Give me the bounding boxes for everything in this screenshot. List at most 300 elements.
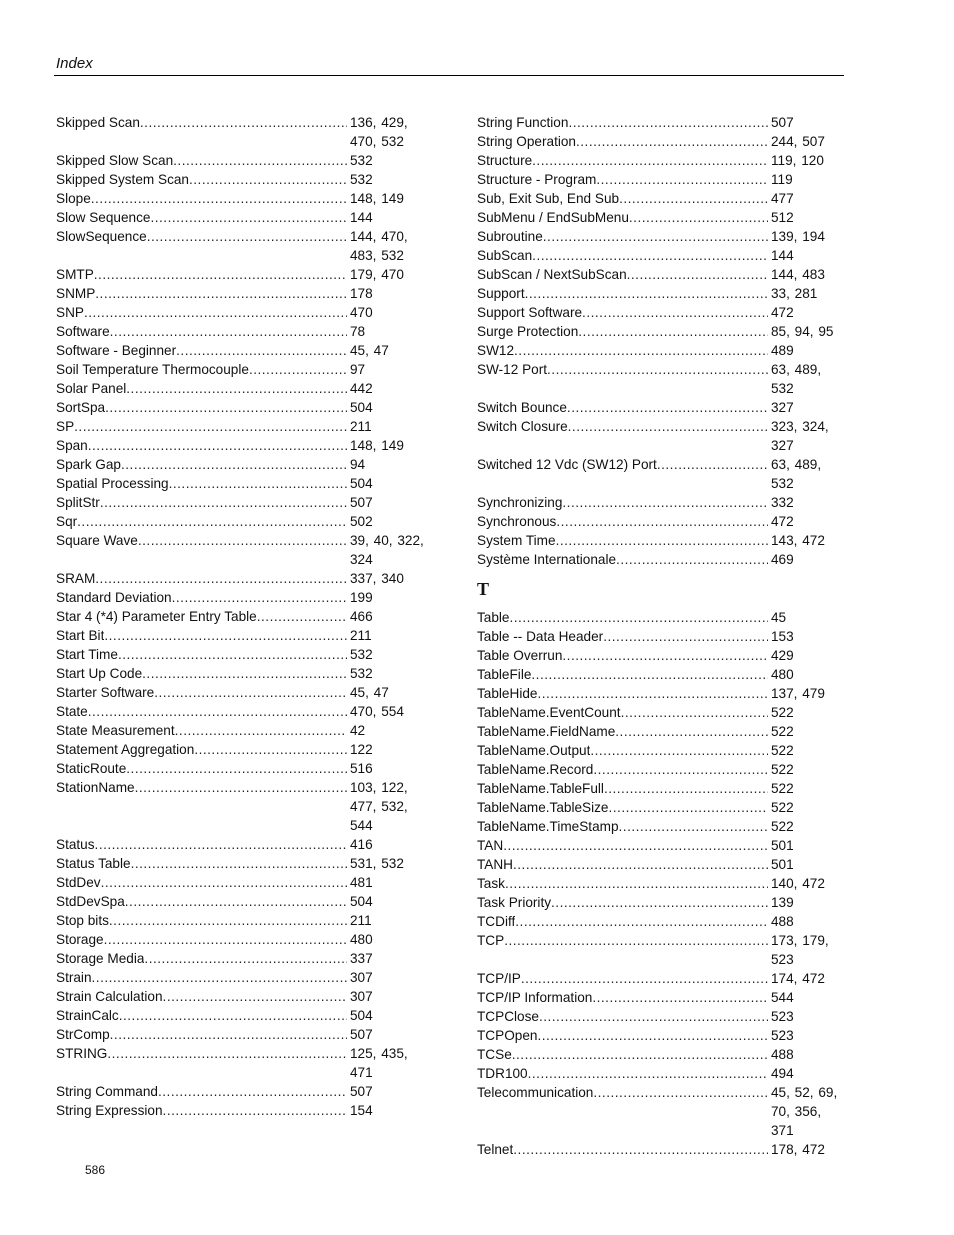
dot-leader: [95, 835, 347, 854]
dot-leader: [567, 398, 768, 417]
index-page-refs: 472: [771, 305, 794, 320]
index-term: TableName.FieldName: [477, 724, 616, 739]
index-page-refs: 522: [771, 762, 794, 777]
dot-leader: [163, 987, 347, 1006]
index-term: Skipped Slow Scan: [56, 153, 174, 168]
index-page-refs: 470, 554: [350, 704, 404, 719]
index-page-refs: 122: [350, 742, 373, 757]
index-page-refs: 144: [350, 210, 373, 225]
index-term: Storage: [56, 932, 104, 947]
index-entry: [477, 760, 847, 779]
dot-leader: [249, 360, 347, 379]
dot-leader: [105, 398, 347, 417]
index-entry: [477, 322, 847, 341]
index-page-refs: 507: [350, 1027, 373, 1042]
index-term: SubMenu / EndSubMenu: [477, 210, 629, 225]
index-page-refs: 323, 324, 327: [771, 419, 829, 453]
index-term: Switch Bounce: [477, 400, 567, 415]
index-term: Table: [477, 610, 510, 625]
index-page-refs: 522: [771, 743, 794, 758]
index-term: TCPOpen: [477, 1028, 538, 1043]
index-term: Software - Beginner: [56, 343, 177, 358]
index-page-refs: 85, 94, 95: [771, 324, 834, 339]
index-term: TCP/IP Information: [477, 990, 593, 1005]
index-term: SRAM: [56, 571, 96, 586]
index-page-refs: 337: [350, 951, 373, 966]
index-term: Support Software: [477, 305, 583, 320]
index-term: Sqr: [56, 514, 78, 529]
index-entry: [477, 1140, 847, 1159]
index-term: Span: [56, 438, 88, 453]
dot-leader: [125, 892, 347, 911]
dot-leader: [135, 778, 347, 797]
index-term: Statement Aggregation: [56, 742, 195, 757]
index-page-refs: 174, 472: [771, 971, 825, 986]
dot-leader: [616, 550, 768, 569]
index-entry: [477, 360, 847, 398]
dot-leader: [110, 322, 347, 341]
index-entry: [56, 208, 426, 227]
index-term: Start Up Code: [56, 666, 143, 681]
index-term: SW-12 Port: [477, 362, 548, 377]
index-entry: [56, 512, 426, 531]
dot-leader: [537, 684, 768, 703]
dot-leader: [100, 493, 347, 512]
index-entry: [477, 493, 847, 512]
dot-leader: [568, 417, 768, 436]
index-entry: [56, 151, 426, 170]
index-term: Slow Sequence: [56, 210, 151, 225]
index-term: Système Internationale: [477, 552, 617, 567]
index-term: TableFile: [477, 667, 532, 682]
index-page-refs: 477: [771, 191, 794, 206]
index-term: StrainCalc: [56, 1008, 119, 1023]
index-section-letter-t: T: [477, 579, 490, 599]
dot-leader: [154, 683, 347, 702]
index-page-refs: 119: [771, 172, 793, 187]
index-entry: [56, 360, 426, 379]
index-page-refs: 502: [350, 514, 373, 529]
index-entry: [477, 722, 847, 741]
index-page-refs: 504: [350, 894, 373, 909]
index-term: TableName.EventCount: [477, 705, 621, 720]
index-entry: [56, 1082, 426, 1101]
dot-leader: [592, 988, 768, 1007]
index-column-left: [56, 113, 426, 1120]
dot-leader: [604, 779, 768, 798]
index-term: STRING: [56, 1046, 108, 1061]
index-entry: [477, 1007, 847, 1026]
index-entry: [56, 303, 426, 322]
index-page-refs: 489: [771, 343, 794, 358]
index-entry: [477, 893, 847, 912]
index-term: State: [56, 704, 88, 719]
index-entry: [477, 741, 847, 760]
index-entry: [477, 284, 847, 303]
index-page-refs: 416: [350, 837, 373, 852]
dot-leader: [107, 1044, 347, 1063]
dot-leader: [92, 968, 347, 987]
index-page-refs: 63, 489, 532: [771, 457, 822, 491]
index-page-refs: 332: [771, 495, 794, 510]
dot-leader: [95, 569, 347, 588]
dot-leader: [150, 208, 347, 227]
index-entry: [56, 284, 426, 303]
dot-leader: [512, 1045, 768, 1064]
index-page-refs: 144: [771, 248, 794, 263]
dot-leader: [514, 341, 768, 360]
index-entry: [56, 417, 426, 436]
dot-leader: [576, 132, 768, 151]
index-entry: [56, 721, 426, 740]
dot-leader: [513, 1140, 768, 1159]
index-page-refs: 173, 179, 523: [771, 933, 829, 967]
index-entry: [56, 170, 426, 189]
index-term: TableName.TableFull: [477, 781, 604, 796]
dot-leader: [532, 151, 768, 170]
dot-leader: [147, 227, 347, 246]
index-entry: [477, 265, 847, 284]
dot-leader: [596, 170, 768, 189]
index-term: Structure - Program: [477, 172, 597, 187]
index-entry: [56, 949, 426, 968]
dot-leader: [176, 341, 347, 360]
index-term: Standard Deviation: [56, 590, 172, 605]
dot-leader: [163, 1101, 347, 1120]
index-page-refs: 504: [350, 1008, 373, 1023]
index-term: Sub, Exit Sub, End Sub: [477, 191, 620, 206]
index-page-refs: 480: [350, 932, 373, 947]
index-page-refs: 507: [771, 115, 794, 130]
index-column-right: [477, 113, 847, 1159]
index-entry: [477, 836, 847, 855]
dot-leader: [109, 911, 347, 930]
index-term: StationName: [56, 780, 135, 795]
index-section-s-continued: [477, 113, 847, 569]
index-page-refs: 125, 435, 471: [350, 1046, 408, 1080]
index-entry: [477, 931, 847, 969]
index-entry: [56, 436, 426, 455]
dot-leader: [144, 949, 347, 968]
index-page-refs: 78: [350, 324, 366, 339]
index-term: Support: [477, 286, 525, 301]
index-entry: [477, 684, 847, 703]
index-page-refs: 307: [350, 989, 373, 1004]
dot-leader: [619, 189, 768, 208]
index-term: Strain Calculation: [56, 989, 163, 1004]
dot-leader: [510, 608, 769, 627]
index-page-refs: 211: [350, 419, 372, 434]
index-entry: [56, 626, 426, 645]
index-entry: [56, 702, 426, 721]
index-term: Synchronizing: [477, 495, 563, 510]
index-term: State Measurement: [56, 723, 175, 738]
dot-leader: [657, 455, 768, 474]
index-page-refs: 45, 47: [350, 343, 389, 358]
index-term: Star 4 (*4) Parameter Entry Table: [56, 609, 257, 624]
index-page-refs: 119, 120: [771, 153, 824, 168]
index-term: StaticRoute: [56, 761, 127, 776]
index-term: Synchronous: [477, 514, 557, 529]
index-term: Solar Panel: [56, 381, 127, 396]
index-term: SubScan / NextSubScan: [477, 267, 627, 282]
index-term: Start Bit: [56, 628, 105, 643]
index-term: Telecommunication: [477, 1085, 594, 1100]
index-page-refs: 523: [771, 1009, 794, 1024]
index-term: StdDev: [56, 875, 101, 890]
index-term: Spatial Processing: [56, 476, 169, 491]
index-page-refs: 211: [350, 628, 372, 643]
index-entry: [56, 1044, 426, 1082]
dot-leader: [621, 703, 768, 722]
dot-leader: [118, 645, 347, 664]
index-term: Spark Gap: [56, 457, 121, 472]
index-entry: [56, 322, 426, 341]
index-page-refs: 532: [350, 172, 373, 187]
index-entry: [477, 703, 847, 722]
index-page-refs: 523: [771, 1028, 794, 1043]
index-entry: [56, 607, 426, 626]
dot-leader: [615, 722, 768, 741]
index-term: String Function: [477, 115, 569, 130]
index-entry: [477, 227, 847, 246]
index-term: Skipped Scan: [56, 115, 140, 130]
index-term: Software: [56, 324, 110, 339]
index-entry: [477, 969, 847, 988]
index-entry: [477, 627, 847, 646]
index-term: Table -- Data Header: [477, 629, 604, 644]
index-term: StrComp: [56, 1027, 110, 1042]
index-page-refs: 531, 532: [350, 856, 404, 871]
dot-leader: [104, 626, 347, 645]
index-term: SplitStr: [56, 495, 100, 510]
dot-leader: [257, 607, 347, 626]
index-entry: [56, 873, 426, 892]
index-term: Switch Closure: [477, 419, 568, 434]
dot-leader: [173, 151, 347, 170]
index-entry: [56, 531, 426, 569]
index-entry: [56, 379, 426, 398]
dot-leader: [88, 436, 347, 455]
dot-leader: [505, 874, 768, 893]
index-entry: [477, 1083, 847, 1140]
index-term: TableName.TimeStamp: [477, 819, 619, 834]
index-term: Square Wave: [56, 533, 138, 548]
dot-leader: [562, 493, 768, 512]
index-entry: [56, 265, 426, 284]
index-entry: [477, 113, 847, 132]
index-page-refs: 144, 470, 483, 532: [350, 229, 408, 263]
page-header-title: Index: [56, 55, 93, 72]
index-term: TDR100: [477, 1066, 528, 1081]
index-page-refs: 507: [350, 1084, 373, 1099]
dot-leader: [556, 512, 768, 531]
index-entry: [56, 930, 426, 949]
index-term: SP: [56, 419, 75, 434]
index-term: TANH: [477, 857, 513, 872]
index-entry: [477, 798, 847, 817]
index-term: String Command: [56, 1084, 158, 1099]
index-page-refs: 63, 489, 532: [771, 362, 822, 396]
index-page-refs: 466: [350, 609, 373, 624]
index-term: Task Priority: [477, 895, 552, 910]
dot-leader: [562, 646, 768, 665]
dot-leader: [172, 588, 347, 607]
dot-leader: [189, 170, 347, 189]
index-entry: [56, 664, 426, 683]
index-page-refs: 139: [771, 895, 794, 910]
index-term: TableHide: [477, 686, 538, 701]
index-entry: [477, 208, 847, 227]
index-entry: [477, 988, 847, 1007]
index-entry: [56, 968, 426, 987]
index-page-refs: 522: [771, 705, 794, 720]
dot-leader: [84, 303, 347, 322]
index-term: SW12: [477, 343, 515, 358]
index-term: Task: [477, 876, 505, 891]
page-number: 586: [85, 1163, 106, 1177]
dot-leader: [110, 1025, 347, 1044]
index-entry: [56, 683, 426, 702]
dot-leader: [619, 817, 768, 836]
index-entry: [477, 512, 847, 531]
index-term: TableName.Record: [477, 762, 594, 777]
index-page-refs: 307: [350, 970, 373, 985]
index-term: System Time: [477, 533, 556, 548]
index-term: Stop bits: [56, 913, 109, 928]
index-entry: [477, 874, 847, 893]
index-page-refs: 45, 47: [350, 685, 389, 700]
index-entry: [477, 132, 847, 151]
index-page-refs: 532: [350, 666, 373, 681]
index-entry: [56, 113, 426, 151]
index-term: Slope: [56, 191, 91, 206]
index-term: TCSe: [477, 1047, 512, 1062]
index-page-refs: 33, 281: [771, 286, 818, 301]
dot-leader: [627, 265, 768, 284]
index-page-refs: 148, 149: [350, 191, 404, 206]
index-page-refs: 522: [771, 819, 794, 834]
index-page-refs: 154: [350, 1103, 373, 1118]
dot-leader: [547, 360, 768, 379]
index-entry: [477, 151, 847, 170]
dot-leader: [568, 113, 768, 132]
index-entry: [56, 588, 426, 607]
index-entry: [477, 1045, 847, 1064]
index-entry: [477, 608, 847, 627]
dot-leader: [104, 930, 347, 949]
index-entry: [56, 227, 426, 265]
dot-leader: [603, 627, 768, 646]
index-term: SNP: [56, 305, 84, 320]
dot-leader: [504, 931, 768, 950]
index-page-refs: 522: [771, 800, 794, 815]
index-entry: [477, 550, 847, 569]
index-term: Telnet: [477, 1142, 514, 1157]
index-page-refs: 507: [350, 495, 373, 510]
dot-leader: [539, 1007, 768, 1026]
index-term: String Expression: [56, 1103, 163, 1118]
index-term: Structure: [477, 153, 533, 168]
index-page-refs: 488: [771, 914, 794, 929]
index-entry: [477, 531, 847, 550]
index-page-refs: 94: [350, 457, 366, 472]
index-page-refs: 532: [350, 153, 373, 168]
index-page-refs: 144, 483: [771, 267, 825, 282]
index-entry: [56, 778, 426, 835]
index-entry: [477, 1064, 847, 1083]
index-entry: [477, 341, 847, 360]
index-entry: [56, 1101, 426, 1120]
index-page-refs: 211: [350, 913, 372, 928]
index-page-refs: 501: [771, 857, 794, 872]
index-entry: [56, 911, 426, 930]
index-page-refs: 97: [350, 362, 366, 377]
index-entry: [477, 303, 847, 322]
index-page-refs: 544: [771, 990, 794, 1005]
dot-leader: [95, 284, 347, 303]
dot-leader: [521, 969, 768, 988]
dot-leader: [608, 798, 768, 817]
dot-leader: [582, 303, 768, 322]
dot-leader: [515, 912, 768, 931]
index-term: TAN: [477, 838, 504, 853]
index-page-refs: 153: [771, 629, 794, 644]
index-term: StdDevSpa: [56, 894, 125, 909]
index-entry: [477, 398, 847, 417]
index-entry: [477, 646, 847, 665]
dot-leader: [91, 189, 347, 208]
index-entry: [56, 493, 426, 512]
index-page-refs: 39, 40, 322, 324: [350, 533, 424, 567]
dot-leader: [532, 246, 768, 265]
index-term: TableName.TableSize: [477, 800, 609, 815]
index-entry: [477, 417, 847, 455]
index-page-refs: 442: [350, 381, 373, 396]
dot-leader: [175, 721, 347, 740]
index-page-refs: 140, 472: [771, 876, 825, 891]
index-page-refs: 148, 149: [350, 438, 404, 453]
index-term: Switched 12 Vdc (SW12) Port: [477, 457, 657, 472]
index-term: Strain: [56, 970, 92, 985]
index-page-refs: 327: [771, 400, 794, 415]
dot-leader: [590, 741, 768, 760]
index-page-refs: 337, 340: [350, 571, 404, 586]
index-page-refs: 504: [350, 400, 373, 415]
index-page-refs: 516: [350, 761, 373, 776]
index-page-refs: 480: [771, 667, 794, 682]
index-entry: [477, 912, 847, 931]
dot-leader: [121, 455, 347, 474]
index-entry: [477, 665, 847, 684]
index-entry: [477, 817, 847, 836]
dot-leader: [503, 836, 768, 855]
index-term: Storage Media: [56, 951, 145, 966]
index-page-refs: 522: [771, 724, 794, 739]
dot-leader: [593, 760, 768, 779]
dot-leader: [528, 1064, 768, 1083]
index-page-refs: 429: [771, 648, 794, 663]
dot-leader: [578, 322, 768, 341]
index-term: String Operation: [477, 134, 576, 149]
index-term: SMTP: [56, 267, 94, 282]
index-term: TableName.Output: [477, 743, 591, 758]
dot-leader: [169, 474, 347, 493]
index-entry: [56, 987, 426, 1006]
index-page-refs: 488: [771, 1047, 794, 1062]
index-entry: [56, 1025, 426, 1044]
dot-leader: [126, 379, 347, 398]
